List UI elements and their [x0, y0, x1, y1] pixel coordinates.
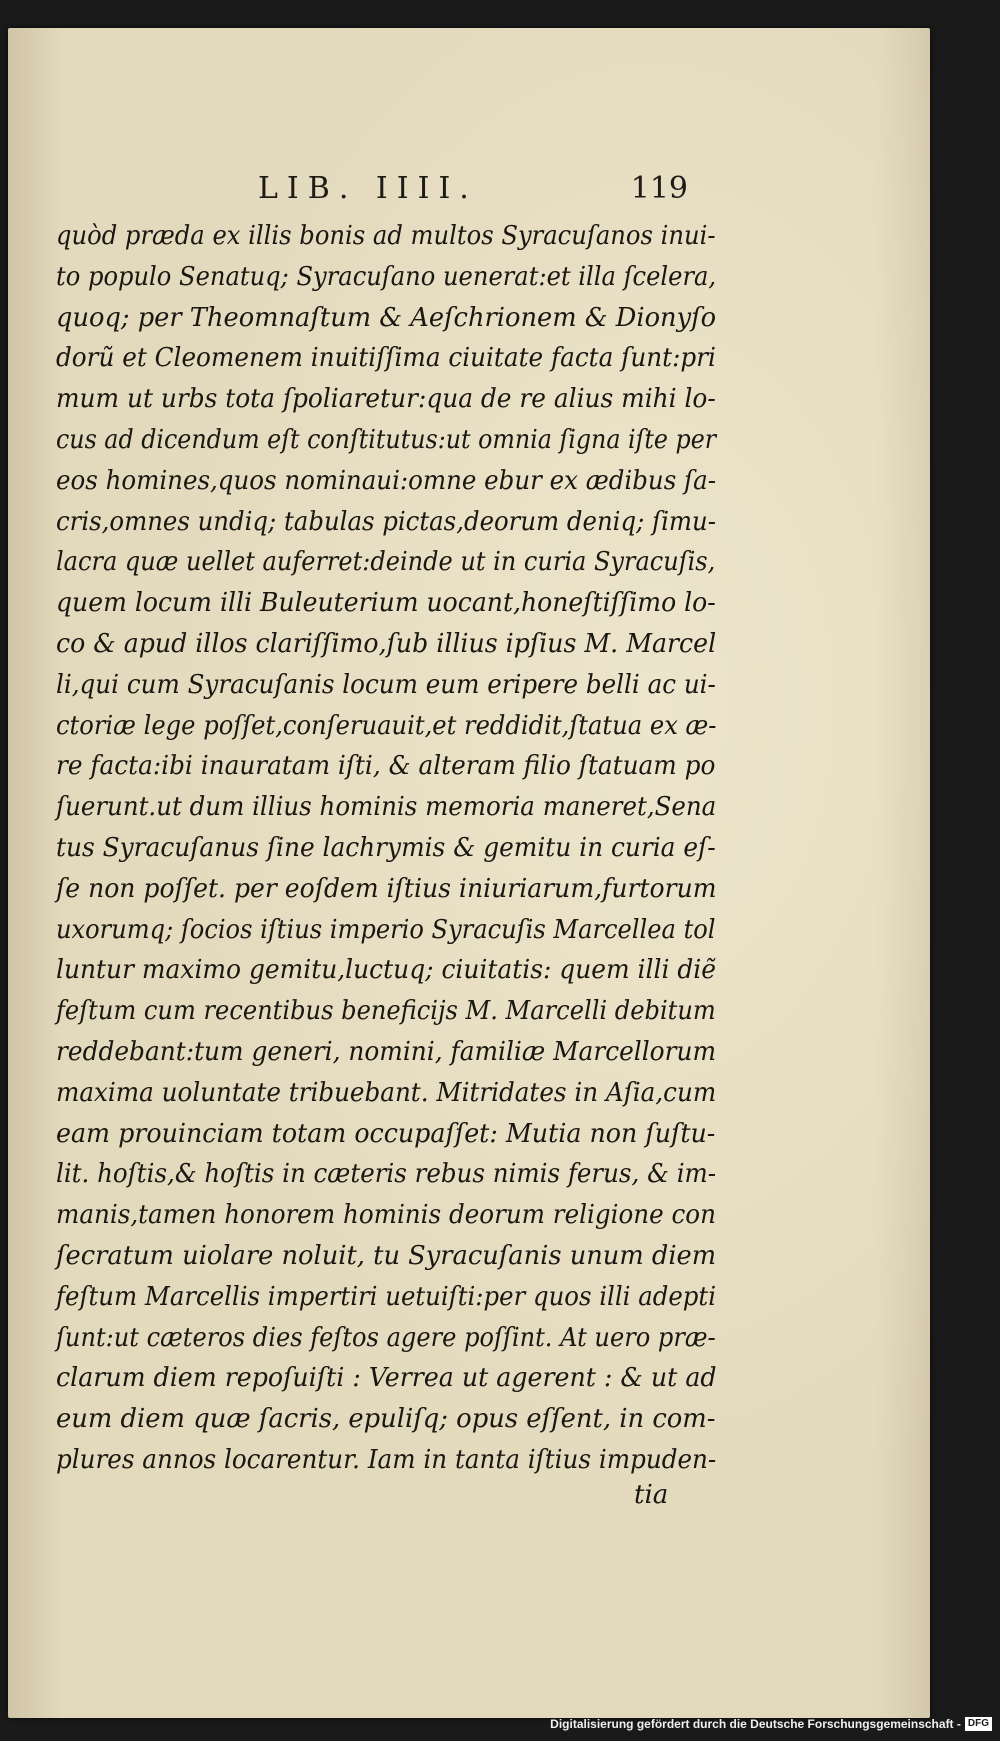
- text-line: eum diem quæ ſacris, epuliſq; opus eſſent, in com-: [56, 1404, 716, 1435]
- text-line: li,qui cum Syracuſanis locum eum eripere belli ac ui-: [56, 669, 716, 700]
- text-line: ſunt:ut cæteros dies feſtos agere poſſint. At uero præ-: [56, 1322, 716, 1353]
- dfg-logo-icon: DFG: [965, 1717, 992, 1731]
- text-line: tus Syracuſanus ſine lachrymis & gemitu in curia eſ-: [56, 832, 716, 863]
- catchword: tia: [634, 1480, 669, 1510]
- body-text: [56, 216, 716, 1481]
- text-line: plures annos locarentur. Iam in tanta iſtius impuden-: [56, 1444, 717, 1475]
- text-line: reddebant:tum generi, nomini, familiæ Marcellorum: [56, 1036, 717, 1067]
- text-line: lacra quæ uellet auferret:deinde ut in curia Syracuſis,: [56, 547, 716, 578]
- text-line: cris,omnes undiq; tabulas pictas,deorum deniq; ſimu-: [56, 506, 716, 537]
- text-line: ſuerunt.ut dum illius hominis memoria maneret,Sena: [56, 792, 717, 823]
- text-line: quoq; per Theomnaſtum & Aeſchrionem & Dionyſo: [56, 302, 717, 333]
- text-line: dorũ et Cleomenem inuitiſſima ciuitate facta ſunt:pri: [56, 343, 716, 374]
- credit-text: Digitalisierung gefördert durch die Deutsche Forschungsgemeinschaft -: [550, 1717, 961, 1731]
- text-line: feſtum Marcellis impertiri uetuiſti:per quos illi adepti: [56, 1281, 717, 1312]
- text-line: co & apud illos clariſſimo,ſub illius ipſius M. Marcel: [56, 628, 717, 659]
- running-head: LIB. IIII.: [258, 171, 478, 206]
- text-line: ſecratum uiolare noluit, tu Syracuſanis unum diem: [56, 1240, 717, 1271]
- text-line: eam prouinciam totam occupaſſet: Mutia non ſuſtu-: [56, 1118, 716, 1149]
- digitization-credit: [550, 1715, 992, 1733]
- text-line: to populo Senatuq; Syracuſano uenerat:et illa ſcelera,: [56, 261, 717, 292]
- text-line: maxima uoluntate tribuebant. Mitridates in Aſia,cum: [56, 1077, 717, 1108]
- page-number: 119: [630, 171, 688, 206]
- text-line: quòd præda ex illis bonis ad multos Syracuſanos inui-: [56, 221, 716, 251]
- text-line: eos homines,quos nominaui:omne ebur ex ædibus ſa-: [56, 465, 717, 496]
- text-line: quem locum illi Buleuterium uocant,honeſtiſſimo lo-: [56, 588, 716, 619]
- text-line: feſtum cum recentibus beneficijs M. Marcelli debitum: [56, 996, 716, 1027]
- text-line: lit. hoſtis,& hoſtis in cæteris rebus nimis ferus, & im-: [56, 1159, 717, 1190]
- text-line: cus ad dicendum eſt conſtitutus:ut omnia ſigna iſte per: [56, 424, 717, 455]
- book-page: [8, 28, 930, 1718]
- text-line: clarum diem repoſuiſti : Verrea ut agerent : & ut ad: [56, 1363, 717, 1394]
- text-line: manis,tamen honorem hominis deorum religione con: [56, 1200, 716, 1231]
- text-line: mum ut urbs tota ſpoliaretur:qua de re alius mihi lo-: [56, 384, 716, 415]
- text-line: ctoriæ lege poſſet,conſeruauit,et reddidit,ſtatua ex æ-: [56, 710, 717, 741]
- text-line: uxorumq; ſocios iſtius imperio Syracuſis Marcellea tol: [56, 914, 716, 945]
- text-line: luntur maximo gemitu,luctuq; ciuitatis: quem illi diẽ: [56, 955, 717, 986]
- text-line: ſe non poſſet. per eoſdem iſtius iniuriarum,furtorum: [56, 873, 717, 904]
- text-line: re facta:ibi inauratam iſti, & alteram filio ſtatuam po: [56, 751, 716, 782]
- page-header: [258, 171, 688, 211]
